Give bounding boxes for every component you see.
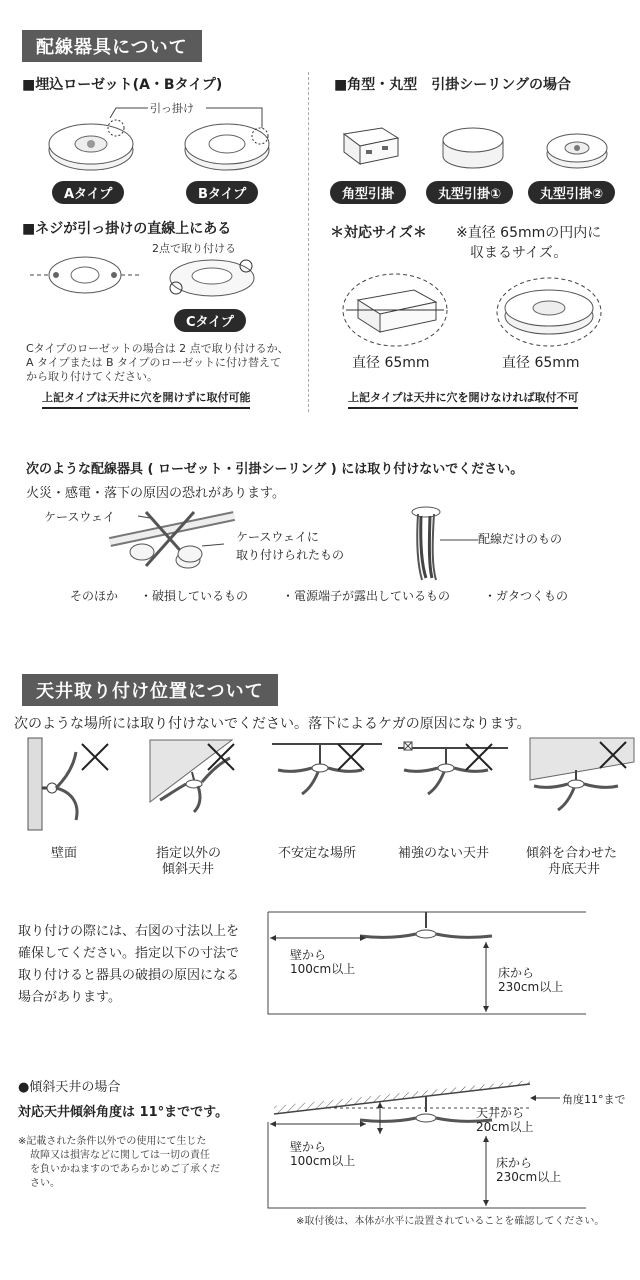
type-c-note-line-3: から取り付けてください。 [26,370,158,383]
disclaimer-line-3: を負いかねますのであらかじめご了承くだ [30,1164,220,1175]
ceiling-heading: ■角型・丸型 引掛シーリングの場合 [334,77,571,93]
diameter-label-round: 直径 65mm [502,355,580,371]
type-a-badge: Aタイプ [52,181,124,204]
size-heading: ＊対応サイズ＊ [330,225,427,241]
diagram1-floor-line-1: 床から [498,966,535,980]
clearance-text-line-4: 場合があります。 [18,990,121,1005]
place-wall-image [28,738,120,830]
caseway-mounted-image [176,526,236,566]
place-sloped-label-1: 指定以外の [156,846,222,861]
square-ceiling-image [336,124,402,170]
place-sloped-label-2: 傾斜天井 [162,862,215,877]
round-ceiling-1-image [440,126,506,172]
ceiling-notice: 上記タイプは天井に穴を開けなければ取付不可 [348,389,578,409]
type-b-badge: Bタイプ [186,181,258,204]
screw-heading: ■ネジが引っ掛けの直線上にある [22,221,232,237]
slope-footnote: ※取付後は、本体が水平に設置されていることを確認してください。 [296,1216,605,1227]
slope-angle-label: 角度11°まで [562,1093,626,1106]
diagram1-floor-line-2: 230cm以上 [498,980,564,994]
disclaimer-line-1: ※記載された条件以外での使用にて生じた [18,1136,207,1147]
slope-wall-line-2: 100cm以上 [290,1154,356,1168]
slope-angle-heading: 対応天井傾斜角度は 11°までです。 [18,1105,229,1120]
slope-heading: ●傾斜天井の場合 [18,1080,121,1095]
rosette-heading: ■埋込ローゼット(A・Bタイプ) [22,77,223,93]
round-type-1-badge: 丸型引掛① [426,181,513,204]
caseway-mounted-line-2: 取り付けられたもの [236,548,345,562]
others-label: そのほか [70,589,119,603]
place-unreinforced-image [398,742,508,802]
two-point-label: 2点で取り付ける [152,242,236,255]
caseway-mounted-line-1: ケースウェイに [236,530,319,544]
square-type-badge: 角型引掛 [330,181,406,204]
section-title-position: 天井取り付け位置について [22,674,278,706]
disclaimer-line-2: 故障又は損害などに関しては一切の責任 [30,1150,210,1161]
warning-subheading: 火災・感電・落下の原因の恐れがあります。 [26,486,285,501]
disclaimer-line-4: さい。 [30,1178,60,1189]
caseway-label: ケースウェイ [44,510,115,524]
size-desc-line-1: ※直径 65mmの円内に [456,225,602,241]
rosette-c-image [166,252,258,302]
slope-wall-line-1: 壁から [290,1140,327,1154]
slope-ceiling-line-2: 20cm以上 [476,1120,534,1134]
position-intro: 次のような場所には取り付けないでください。落下によるケガの原因になります。 [14,716,531,732]
round-ceiling-2-image [544,124,610,174]
rosette-b-image [182,118,272,178]
square-diameter-image [340,270,450,350]
wire-only-label: 配線だけのもの [478,532,563,546]
type-c-badge: Cタイプ [174,309,246,332]
clearance-text-line-1: 取り付けの際には、右図の寸法以上を [18,924,240,939]
place-boat-label-2: 舟底天井 [548,862,601,877]
place-boat-label-1: 傾斜を合わせた [526,846,618,861]
others-exposed-terminal: ・電源端子が露出しているもの [282,589,451,603]
size-desc-line-2: 収まるサイズ。 [470,245,568,261]
type-c-note-line-1: Cタイプのローゼットの場合は 2 点で取り付けるか、 [26,342,289,355]
rosette-a-image [46,118,136,178]
slope-ceiling-line-1: 天井から [476,1106,525,1120]
others-wobbly: ・ガタつくもの [484,589,569,603]
round-diameter-image [494,268,604,348]
place-sloped-ceiling-image [150,740,250,830]
hook-label: 引っ掛け [150,102,194,115]
rosette-screw-image [30,248,140,308]
others-damaged: ・破損しているもの [140,589,249,603]
round-type-2-badge: 丸型引掛② [528,181,615,204]
diagram1-wall-line-2: 100cm以上 [290,962,356,976]
diagram1-wall-line-1: 壁から [290,948,327,962]
warning-heading: 次のような配線器具 ( ローゼット・引掛シーリング ) には取り付けないでください。 [26,462,524,477]
clearance-text-line-3: 取り付けると器具の破損の原因になる [18,968,240,983]
diameter-label-square: 直径 65mm [352,355,430,371]
slope-floor-line-1: 床から [496,1156,533,1170]
slope-floor-line-2: 230cm以上 [496,1170,562,1184]
rosette-notice: 上記タイプは天井に穴を開けずに取付可能 [42,389,250,409]
wire-only-image [408,506,488,582]
place-unstable-label: 不安定な場所 [278,846,357,861]
clearance-text-line-2: 確保してください。指定以下の寸法で [18,946,240,961]
place-boat-ceiling-image [530,738,634,818]
place-wall-label: 壁面 [50,846,77,861]
section-title-wiring: 配線器具について [22,30,202,62]
place-unreinforced-label: 補強のない天井 [398,846,490,861]
place-unstable-image [272,742,382,802]
type-c-note-line-2: A タイプまたは B タイプのローゼットに付け替えて [26,356,282,369]
